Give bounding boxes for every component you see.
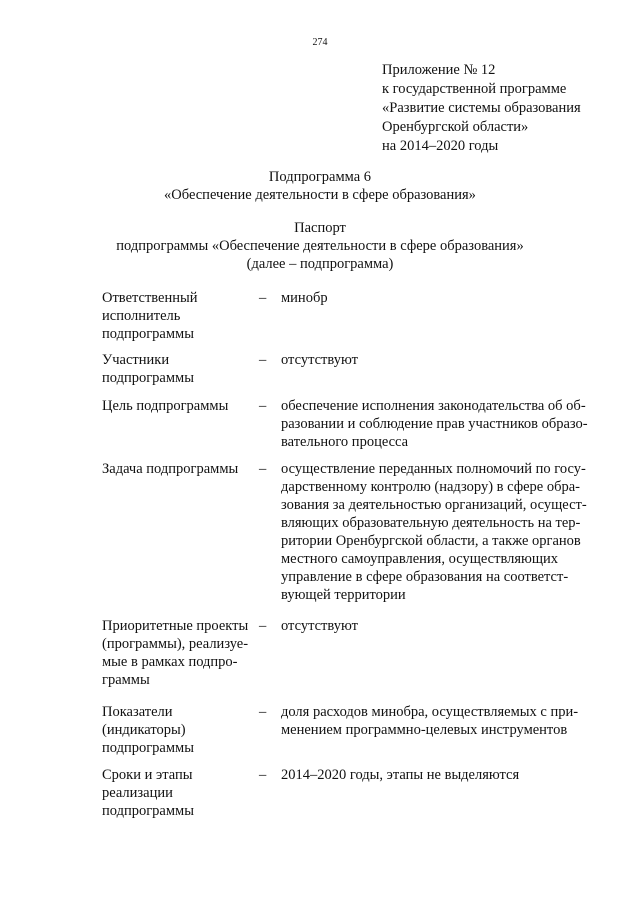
subprogram-title [0,168,640,204]
row-dash: – [259,398,267,414]
appendix-line: к государственной программе [382,81,567,97]
page-number: 274 [312,37,328,48]
row-dash: – [259,704,267,720]
subprogram-name: «Обеспечение деятельности в сфере образования» [164,187,476,203]
row-dash: – [259,461,267,477]
row-value: доля расходов минобра, осуществляемых с при- менением программно-целевых инструментов [281,704,579,738]
row-value: отсутствуют [281,352,358,368]
appendix-line: на 2014–2020 годы [382,138,499,154]
subprogram-number: Подпрограмма 6 [268,169,372,185]
passport-note: (далее – подпрограмма) [246,256,394,272]
appendix-header [382,61,581,156]
appendix-line: «Развитие системы образования [382,100,581,116]
row-label: Участники подпрограммы [102,352,194,386]
row-label: Сроки и этапы реализации подпрограммы [102,767,194,819]
row-dash: – [259,618,267,634]
passport-title [0,219,640,273]
row-dash: – [259,767,267,783]
row-value: 2014–2020 годы, этапы не выделяются [281,767,520,783]
row-label: Ответственный исполнитель подпрограммы [102,290,198,342]
row-dash: – [259,352,267,368]
appendix-line: Оренбургской области» [382,119,529,135]
row-value: отсутствуют [281,618,358,634]
appendix-line: Приложение № 12 [382,62,496,78]
row-label: Задача подпрограммы [102,461,239,477]
row-dash: – [259,290,267,306]
passport-subject: подпрограммы «Обеспечение деятельности в сфере образования» [116,238,524,254]
row-value: обеспечение исполнения законодательства об об- разовании и соблюдение прав участников образо- вательного процесса [281,398,588,450]
row-label: Показатели (индикаторы) подпрограммы [102,704,194,756]
row-label: Приоритетные проекты (программы), реализуе- мые в рамках подпро- граммы [102,618,249,688]
row-value: минобр [281,290,328,306]
row-value: осуществление переданных полномочий по госу- дарственному контролю (надзору) в сфере обра- зования за деятельностью организаций, осущест- вляющих образовательную деятельность на тер- ритории Оренбургской области, а также органов местного самоуправления, осуществляющих управление в сфере образования на соответст- вующей территории [281,461,587,603]
row-label: Цель подпрограммы [102,398,229,414]
passport-heading: Паспорт [294,220,346,236]
